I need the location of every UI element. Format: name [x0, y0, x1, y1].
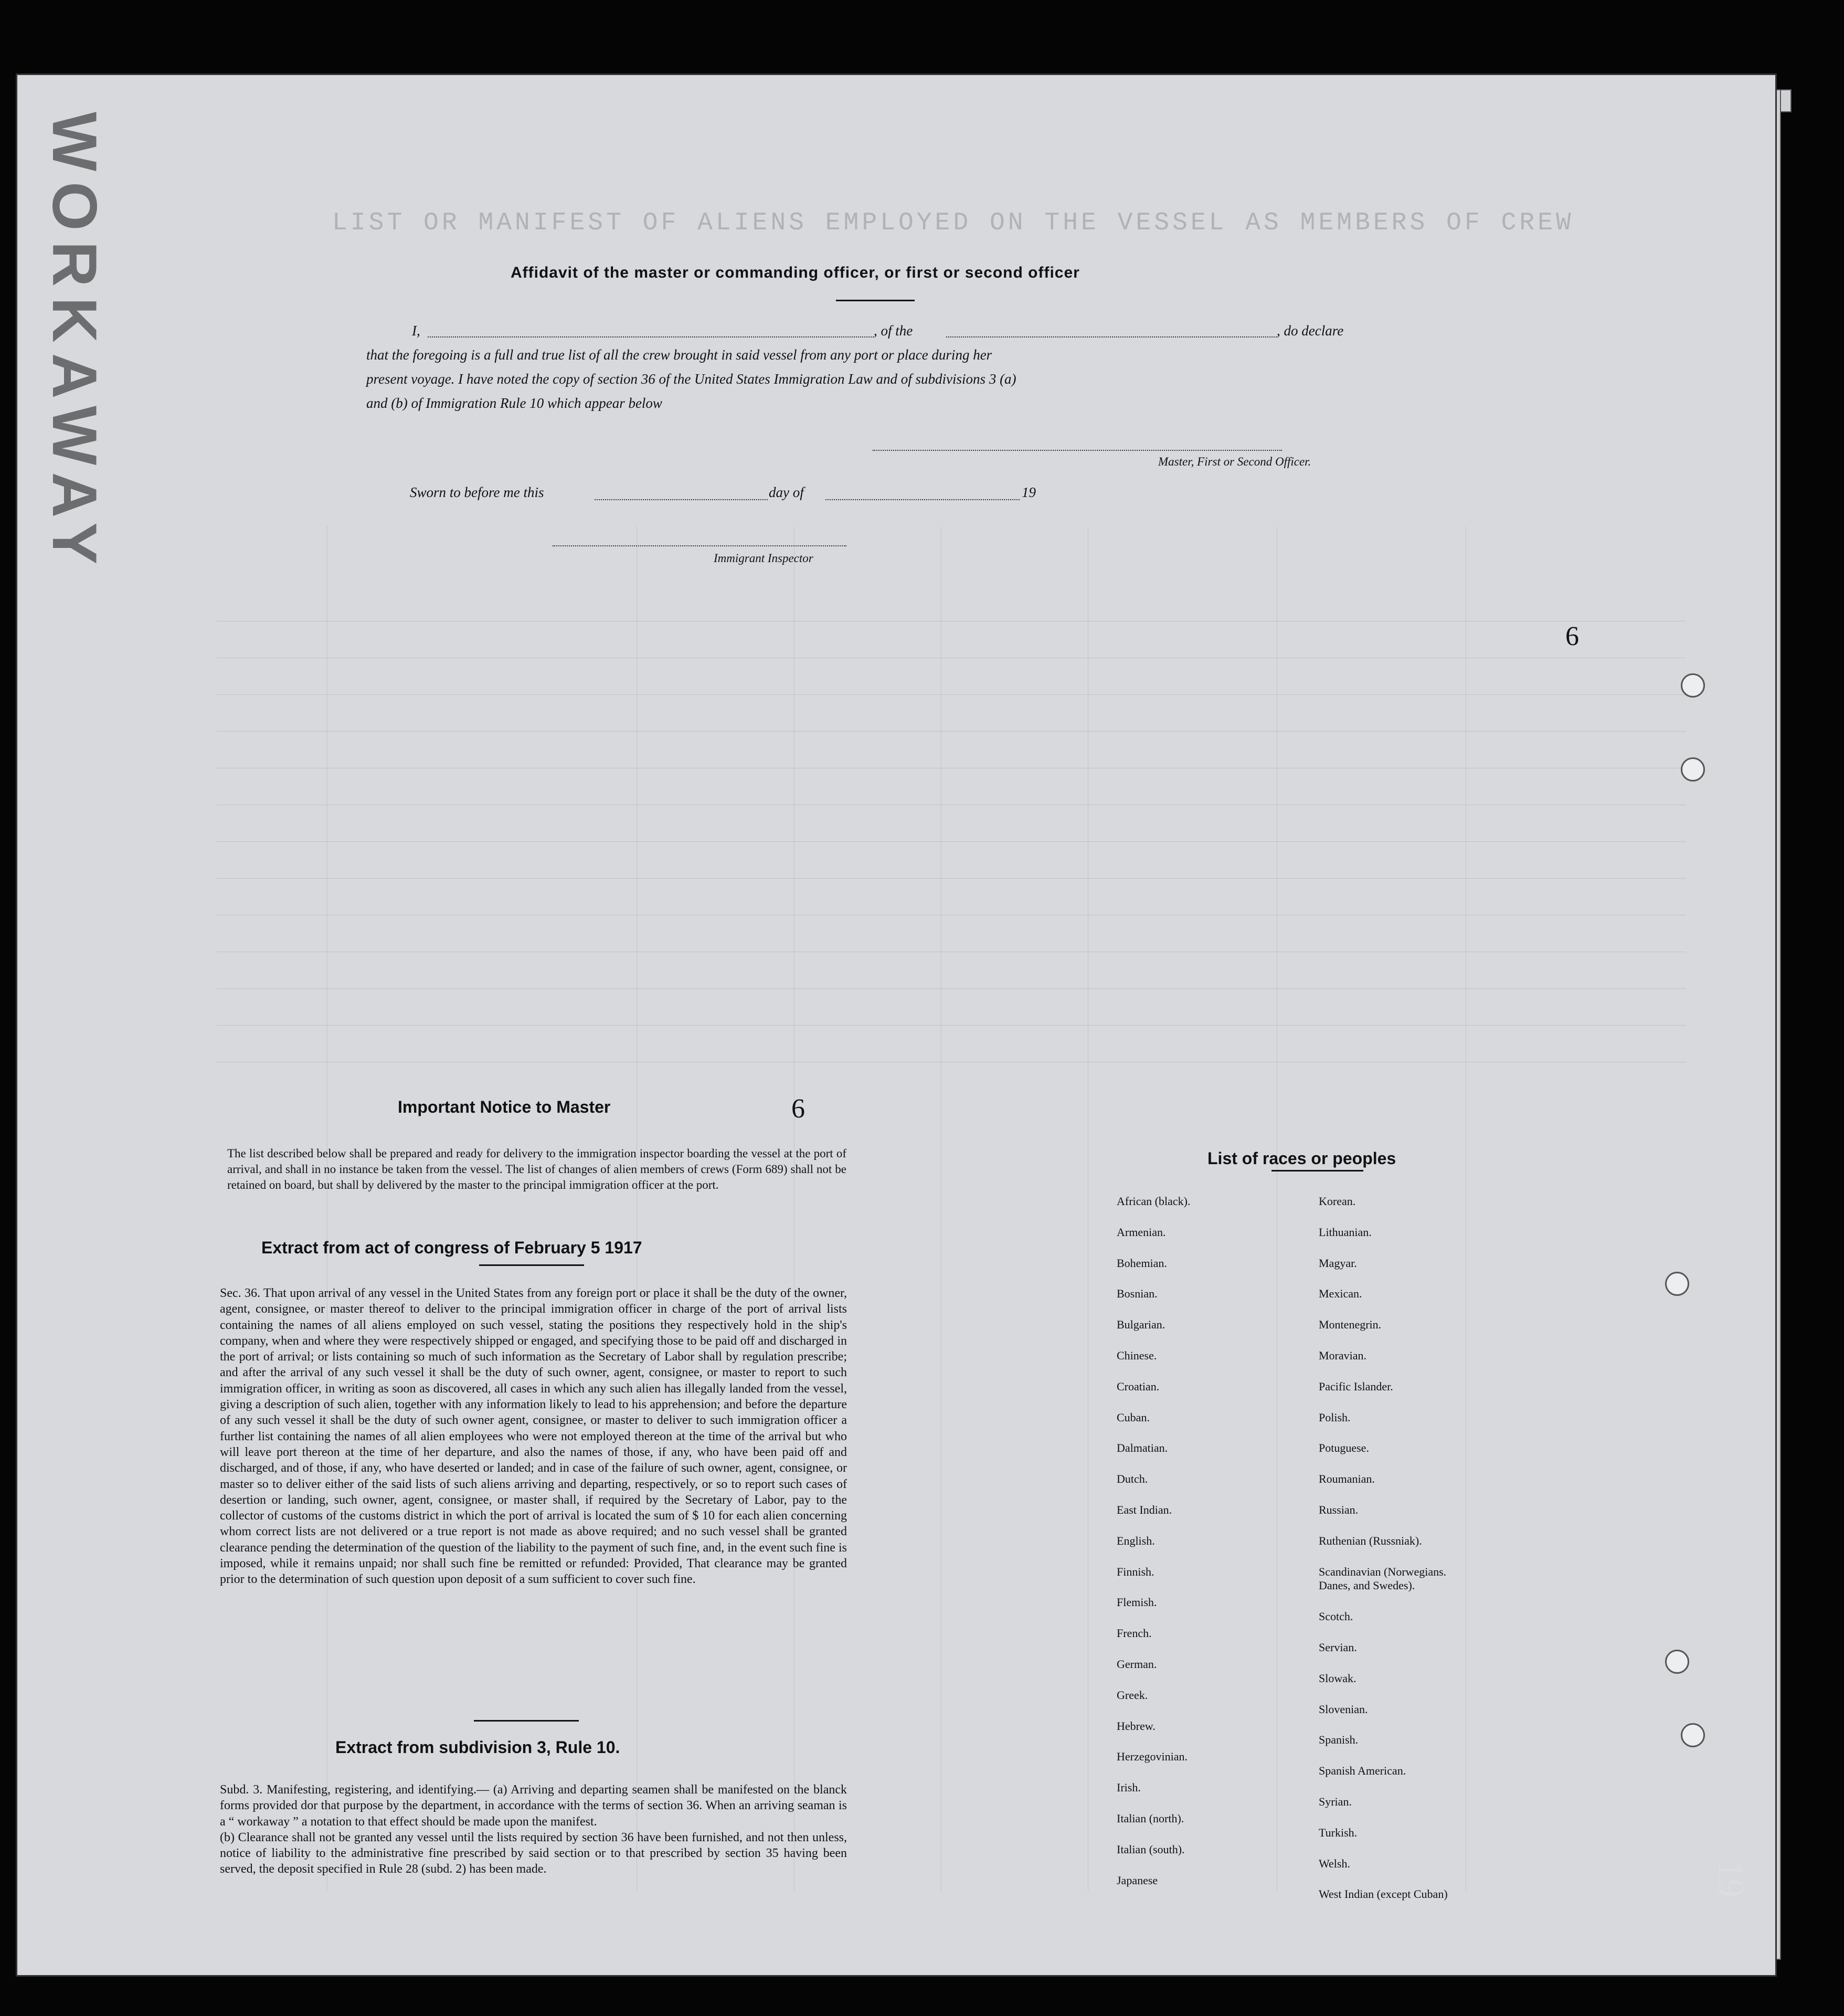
- race-item: Syrian.: [1319, 1795, 1352, 1808]
- race-item: Flemish.: [1117, 1596, 1157, 1609]
- race-item: Danes, and Swedes).: [1319, 1579, 1415, 1592]
- sworn-month-blank: [825, 498, 1020, 500]
- sworn-month-label: day of: [769, 484, 804, 500]
- act-extract-body: [220, 1285, 847, 1588]
- race-item: Polish.: [1319, 1410, 1351, 1424]
- race-item: Slowak.: [1319, 1671, 1356, 1685]
- race-item: Greek.: [1117, 1688, 1148, 1702]
- race-item: Magyar.: [1319, 1256, 1357, 1270]
- affidavit-declarant: I,: [412, 323, 420, 339]
- race-item: Bulgarian.: [1117, 1318, 1165, 1332]
- race-item: Korean.: [1319, 1195, 1356, 1208]
- race-item: Mexican.: [1319, 1287, 1362, 1301]
- race-item: Scandinavian (Norwegians.: [1319, 1565, 1447, 1578]
- race-item: Japanese: [1117, 1873, 1158, 1887]
- handwritten-page-number: 19: [1710, 1861, 1751, 1897]
- notice-body: [227, 1146, 846, 1193]
- race-item: German.: [1117, 1658, 1157, 1671]
- punch-hole: [1665, 1272, 1689, 1296]
- race-item: Chinese.: [1117, 1349, 1157, 1362]
- race-item: Ruthenian (Russniak).: [1319, 1534, 1422, 1547]
- races-title: List of races or peoples: [1207, 1149, 1396, 1168]
- race-item: Armenian.: [1117, 1225, 1166, 1239]
- race-item: Bosnian.: [1117, 1287, 1158, 1301]
- race-item: Scotch.: [1319, 1610, 1353, 1623]
- title-underline: [836, 300, 915, 301]
- bleed-through-stamp: WORKAWAY: [39, 112, 110, 575]
- sworn-text: Sworn to before me this: [410, 484, 544, 500]
- race-item: Herzegovinian.: [1117, 1750, 1188, 1764]
- punch-hole: [1681, 757, 1705, 782]
- affidavit-vessel-label: , of the: [874, 323, 913, 339]
- race-item: English.: [1117, 1534, 1155, 1547]
- declarant-name-blank: [428, 335, 874, 337]
- officer-signature-label: Master, First or Second Officer.: [1158, 455, 1311, 468]
- affidavit-line: and (b) of Immigration Rule 10 which appear below: [366, 395, 662, 411]
- race-item: Russian.: [1319, 1503, 1359, 1516]
- inspector-label: Immigrant Inspector: [714, 552, 813, 565]
- race-item: Spanish.: [1319, 1733, 1359, 1747]
- race-item: Bohemian.: [1117, 1256, 1167, 1270]
- race-item: Moravian.: [1319, 1349, 1367, 1362]
- race-item: Welsh.: [1319, 1856, 1350, 1870]
- affidavit-line: that the foregoing is a full and true list of all the crew brought in said vessel from any port or place during her: [366, 347, 992, 363]
- race-item: Italian (south).: [1117, 1842, 1185, 1856]
- handwritten-mark: 6: [791, 1094, 805, 1124]
- race-item: African (black).: [1117, 1195, 1191, 1208]
- race-item: Turkish.: [1319, 1825, 1358, 1839]
- document-page: [16, 73, 1777, 1977]
- race-item: Hebrew.: [1117, 1719, 1156, 1733]
- punch-hole: [1681, 673, 1705, 698]
- punch-hole: [1665, 1650, 1689, 1674]
- section-divider: [474, 1720, 579, 1722]
- sworn-day-blank: [595, 498, 768, 500]
- race-item: Irish.: [1117, 1781, 1141, 1795]
- race-item: Pacific Islander.: [1319, 1379, 1393, 1393]
- race-item: Potuguese.: [1319, 1441, 1369, 1455]
- race-item: Spanish American.: [1319, 1764, 1406, 1778]
- race-item: Finnish.: [1117, 1565, 1154, 1578]
- race-item: Croatian.: [1117, 1379, 1160, 1393]
- title-underline: [479, 1264, 584, 1266]
- act-extract-title: Extract from act of congress of February 5 1917: [261, 1238, 642, 1257]
- race-item: Montenegrin.: [1319, 1318, 1382, 1332]
- race-item: East Indian.: [1117, 1503, 1172, 1516]
- race-item: Lithuanian.: [1319, 1225, 1372, 1239]
- race-item: French.: [1117, 1627, 1152, 1640]
- race-item: Slovenian.: [1319, 1702, 1368, 1716]
- act-extract-text: Sec. 36. That upon arrival of any vessel in the United States from any foreign port or place it shall be the duty of the owner, agent, consignee, or master thereof to deliver to the principal immigration officer in charge of the port of arrival lists containing the names of all aliens employed on such vessel, stating the positions they respectively hold in the ship's company, when and where they were respectively shipped or engaged, and specifying those to be paid off and discharged in the port of arrival; or lists containing so much of such information as the Secretary of Labor shall by regulation prescribe; and after the arrival of any such vessel it shall be the duty of such owner, agent, consignee, or master to report to such immigration officer, in writing as soon as discovered, all cases in which any such alien has illegally landed from the vessel, giving a description of such alien, together with any information likely to lead to his apprehension; and before the departure of any such vessel it shall be the duty of such owner agent, consignee, or master to deliver to such immigration officer a further list containing the names of all alien employees who were not employed thereon at the time of the arrival but who will leave port thereon at the time of her departure, and also the names of those, if any, who have been paid off and discharged, and of those, if any, who have deserted or landed; and in case of the failure of such owner, agent, consignee, or master so to deliver either of the said lists of such aliens arriving and departing, respectively, or so to report such cases of desertion or landing, such owner, agent, consignee, or master shall, if required by the Secretary of Labor, pay to the collector of customs of the customs district in which the port of arrival is located the sum of $ 10 for each alien concerning whom correct lists are not delivered or a true report is not made as above required; and no such vessel shall be granted clearance pending the determination of the question of the liability to the payment of such fine, and, in the event such fine is imposed, while it remains unpaid; nor shall such fine be remitted or refunded: Provided, That clearance may be granted prior to the determination of such question upon deposit of a sum sufficient to cover such fine.: [220, 1286, 847, 1587]
- sworn-year: 19: [1022, 484, 1036, 500]
- affidavit-title: Affidavit of the master or commanding officer, or first or second officer: [511, 264, 1080, 281]
- punch-hole: [1681, 1723, 1705, 1747]
- race-item: Italian (north).: [1117, 1812, 1184, 1825]
- affidavit-line: present voyage. I have noted the copy of section 36 of the United States Immigration Law and of subdivisions 3 (a): [366, 371, 1016, 387]
- notice-title: Important Notice to Master: [398, 1097, 611, 1116]
- race-item: Servian.: [1319, 1641, 1357, 1654]
- race-item: Roumanian.: [1319, 1472, 1375, 1486]
- race-item: Dutch.: [1117, 1472, 1148, 1486]
- handwritten-mark: 6: [1565, 621, 1579, 651]
- race-item: West Indian (except Cuban): [1319, 1887, 1448, 1901]
- rule-extract-title: Extract from subdivision 3, Rule 10.: [335, 1738, 620, 1757]
- rule-extract-para-a: Subd. 3. Manifesting, registering, and identifying.— (a) Arriving and departing seamen shall be manifested on the blanck forms provided dor that purpose by the department, in accordance with the terms of section 36. When an arriving seaman is a “ workaway ” a notation to that effect should be made upon the manifest.: [220, 1783, 847, 1829]
- race-item: Cuban.: [1117, 1410, 1150, 1424]
- vessel-name-blank: [946, 335, 1277, 337]
- title-underline: [1271, 1170, 1363, 1171]
- race-item: Dalmatian.: [1117, 1441, 1168, 1455]
- rule-extract-para-b: (b) Clearance shall not be granted any vessel until the lists required by section 36 have been furnished, and not then unless, notice of liability to the administrative fine prescribed by said section or to that prescribed by section 35 having been served, the deposit specified in Rule 28 (subd. 2) has been made.: [220, 1830, 847, 1876]
- officer-signature-blank: [873, 449, 1282, 451]
- notice-text: The list described below shall be prepared and ready for delivery to the immigration inspector boarding the vessel at the port of arrival, and shall in no instance be taken from the vessel. The list of changes of alien members of crews (Form 689) shall not be retained on board, but shall by delivered by the master to the principal immigration officer at the port.: [227, 1147, 846, 1191]
- bleed-through-title: LIST OR MANIFEST OF ALIENS EMPLOYED ON THE VESSEL AS MEMBERS OF CREW: [332, 209, 1574, 237]
- inspector-signature-blank: [553, 544, 846, 546]
- affidavit-declare: , do declare: [1277, 323, 1344, 339]
- rule-extract-body: [220, 1782, 847, 1877]
